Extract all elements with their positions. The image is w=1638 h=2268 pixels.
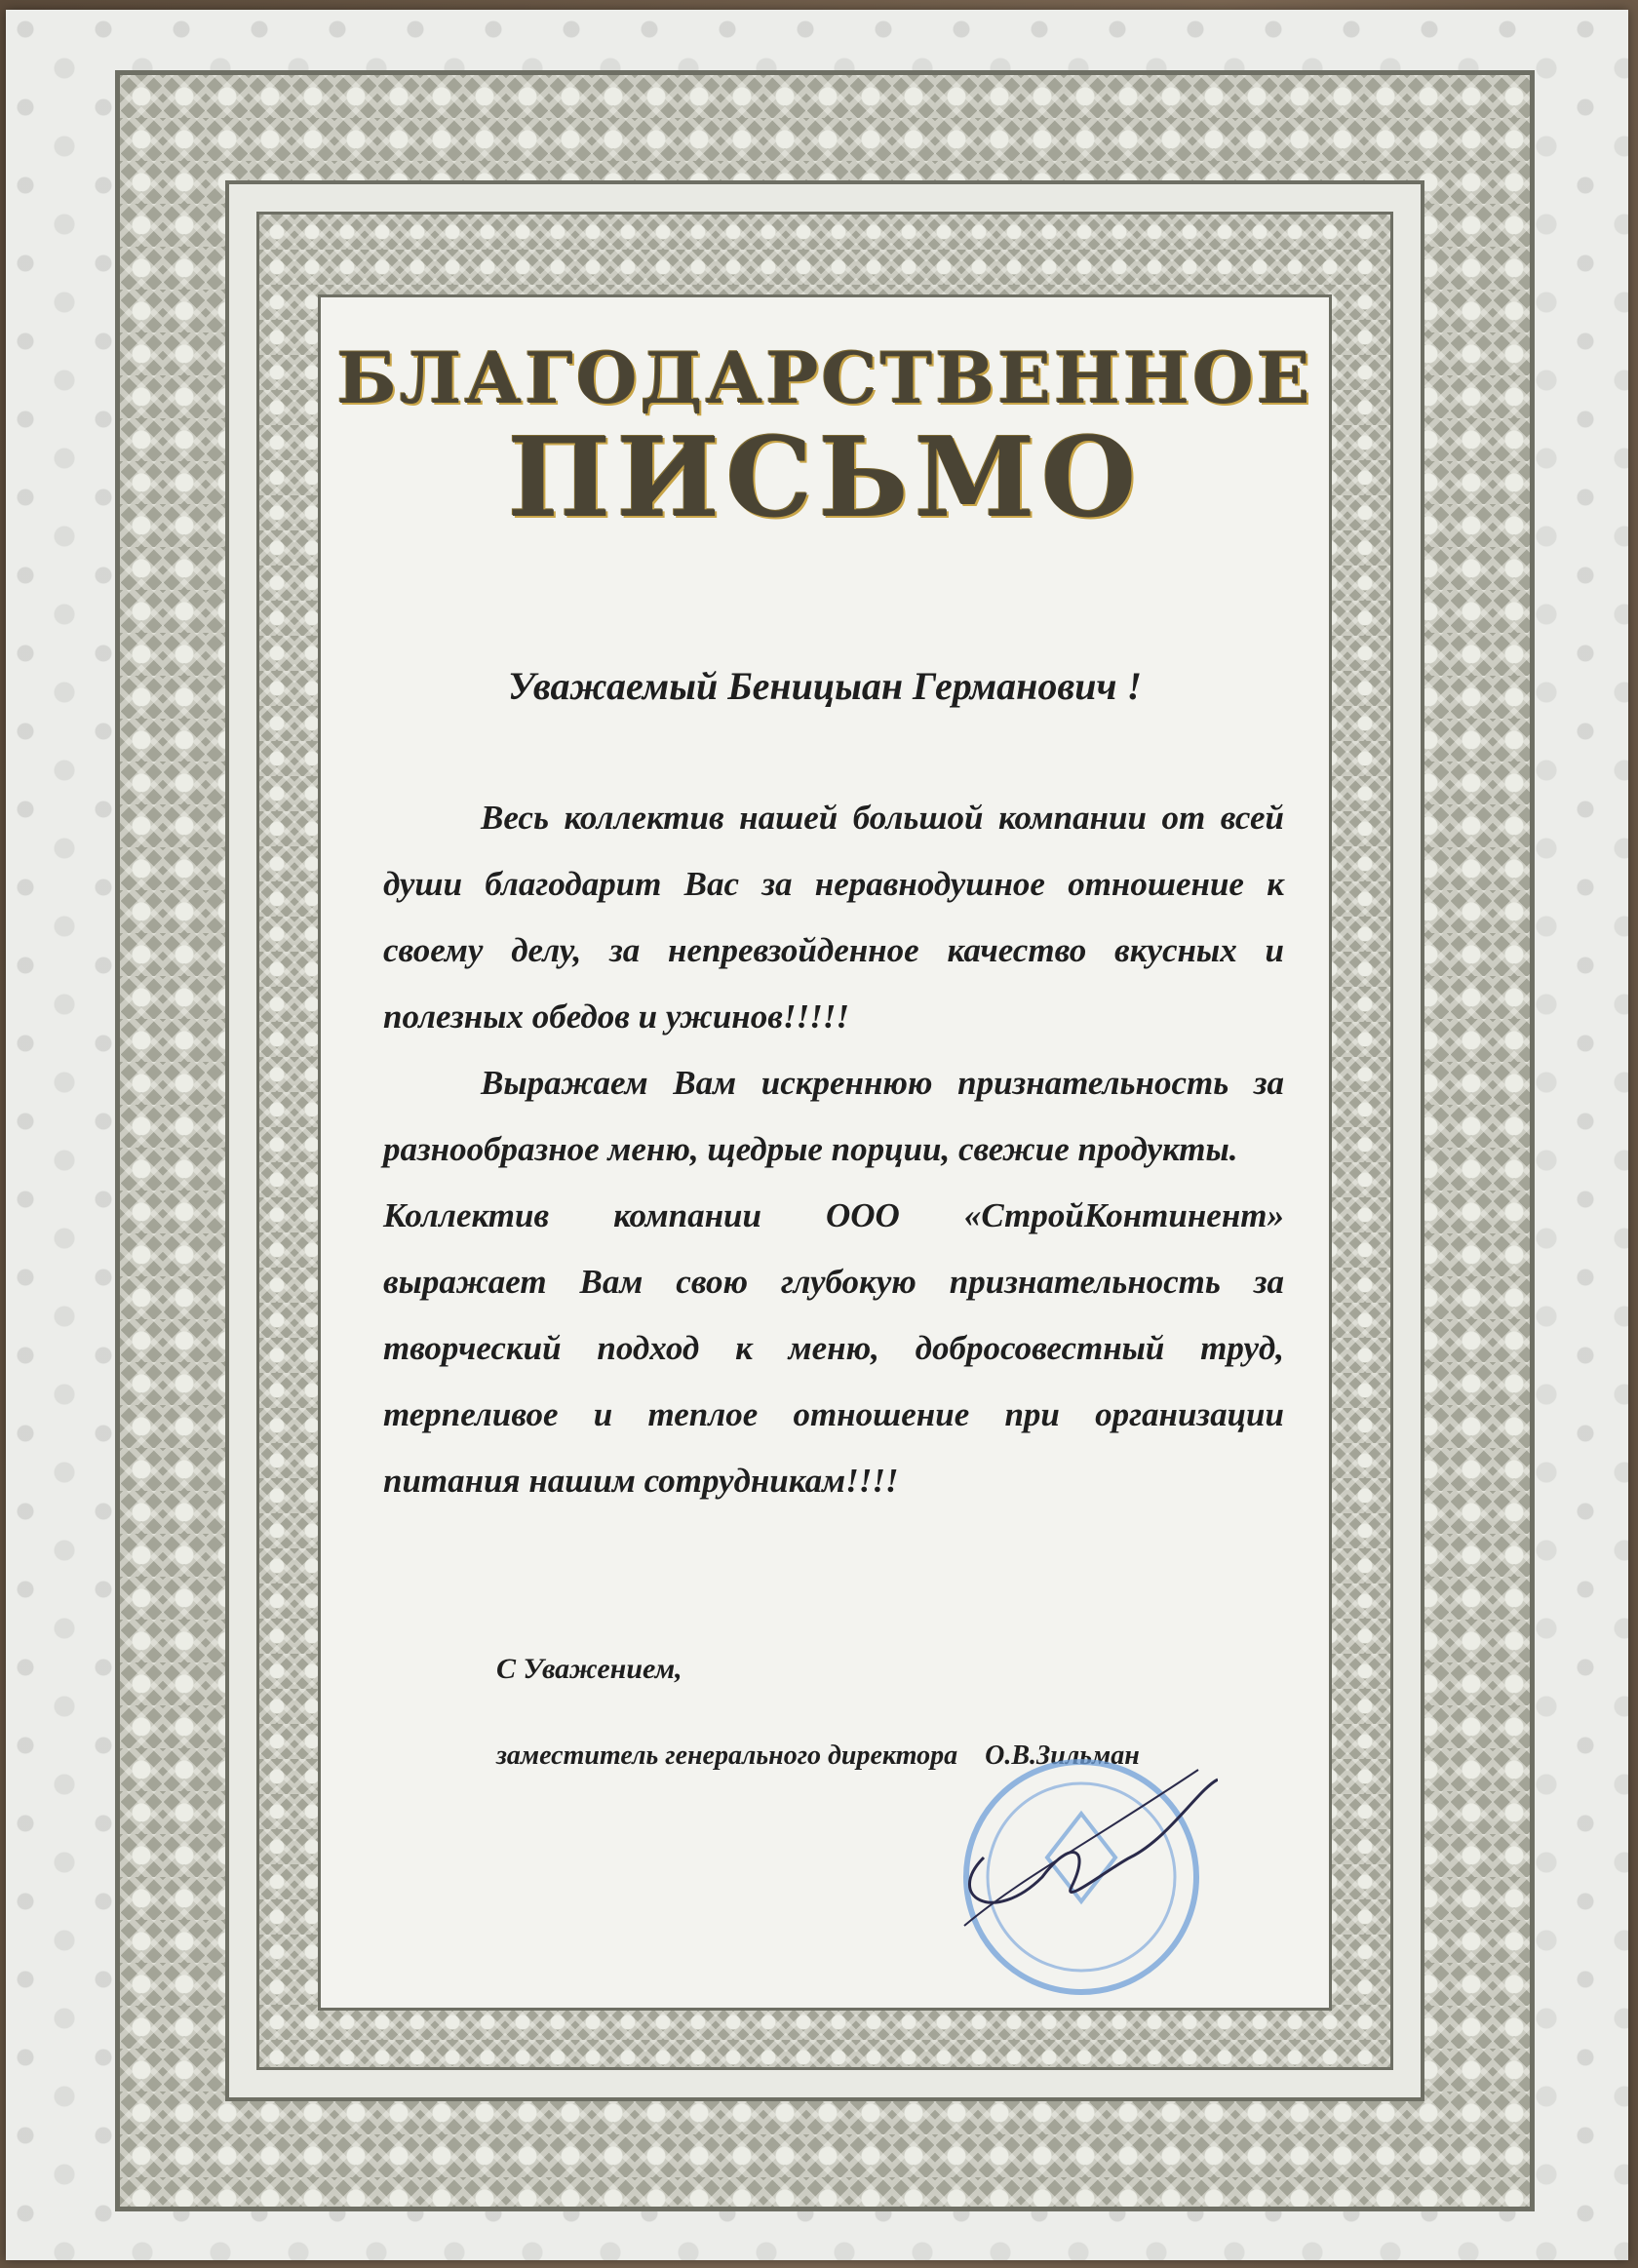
signer-name: О.В.Зильман	[985, 1740, 1140, 1771]
paragraph-gratitude: Весь коллектив нашей большой компании от всей души благодарит Вас за неравнодушное отношение к своему делу, за непревзойденное качество вкусных и полезных обедов и ужинов!!!!!	[383, 799, 1284, 1036]
letter-title-line1: БЛАГОДАРСТВЕННОЕ	[336, 336, 1313, 419]
certificate-sheet	[6, 10, 1628, 2260]
letter-body-panel	[318, 294, 1332, 2011]
greeting: Уважаемый Беницыан Германович !	[507, 664, 1143, 708]
signer-title: заместитель генерального директора	[496, 1740, 958, 1771]
stamp-outer-ring	[966, 1762, 1196, 1992]
paragraph-company: Коллектив компании ООО «СтройКонтинент» выражает Вам свою глубокую признательность за творческий подход к меню, добросовестный труд, терпеливое и теплое отношение при организации питания нашим сотрудникам!!!!	[383, 1196, 1284, 1500]
closing-phrase: С Уважением,	[496, 1653, 682, 1685]
paragraph-menu: Выражаем Вам искреннюю признательность за разнообразное меню, щедрые порции, свежие продукты.	[383, 1064, 1284, 1168]
letter-text	[383, 785, 1284, 1514]
company-seal-stamp	[925, 1731, 1218, 2023]
letter-title-line2: ПИСЬМО	[507, 414, 1143, 542]
